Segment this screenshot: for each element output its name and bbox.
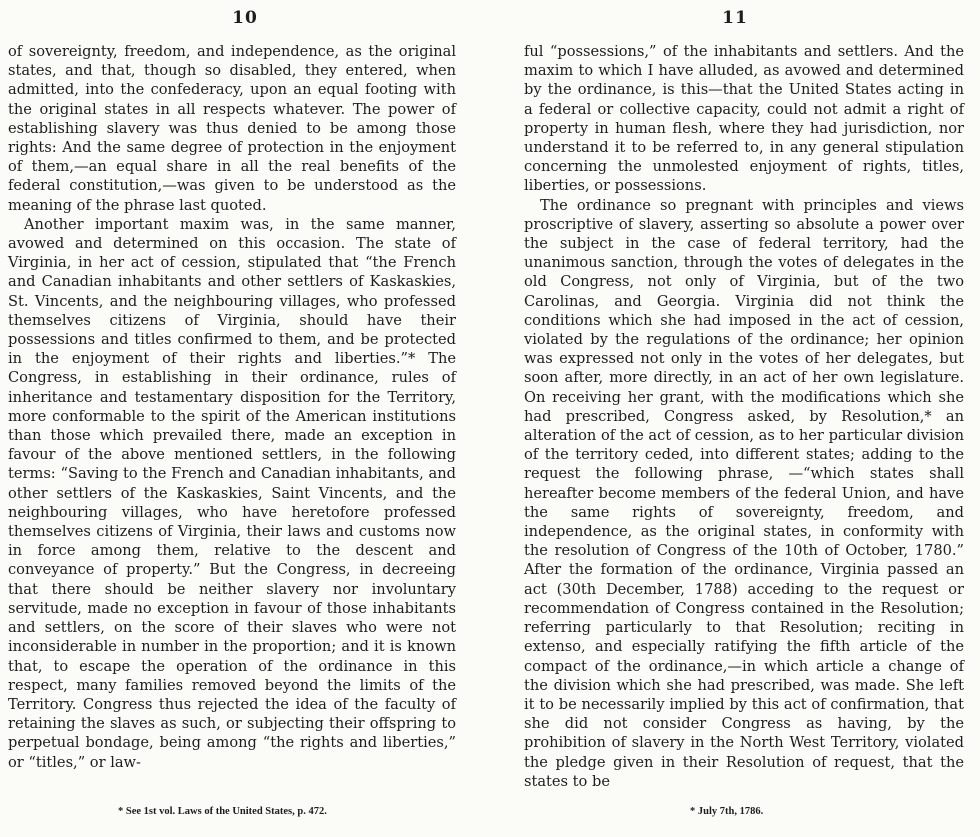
footnote: * July 7th, 1786. [690, 806, 764, 817]
footnote: * See 1st vol. Laws of the United States, p. 472. [118, 806, 327, 817]
paragraph: of sovereignty, freedom, and independence, as the original states, and that, though so disabled, they entered, when admitted, into the confederacy, upon an equal footing with the original states in all respects whatever. The power of establishing slavery was thus denied to be among those rights: And the same degree of protection in the enjoyment of them,—an equal share in all the real benefits of the federal constitution,—was given to be understood as the meaning of the phrase last quoted. [8, 43, 456, 214]
paragraph: The ordinance so pregnant with principles and views proscriptive of slavery, asserting so absolute a power over the subject in the case of federal territory, had the unanimous sanction, through the votes of delegates in the old Congress, not only of Virginia, but of the two Carolinas, and Georgia. Virginia did not think the conditions which she had imposed in the act of cession, violated by the regulations of the ordinance; her opinion was expressed not only in the votes of her delegates, but soon after, more directly, in an act of her own legislature. On receiving her grant, with the modifications which she had prescribed, Congress asked, by Resolution,* an alteration of the act of cession, as to her particular division of the territory ceded, into different states; adding to the request the following phrase, —“which states shall hereafter become members of the federal Union, and have the same rights of sovereignty, freedom, and independence, as the original states, in conformity with the resolution of Congress of the 10th of October, 1780.” After the formation of the ordinance, Virginia passed an act (30th December, 1788) acceding to the request or recommendation of Congress contained in the Resolution; referring particularly to that Resolution; reciting in extenso, and especially ratifying the fifth article of the compact of the ordinance,—in which article a change of the division which she had prescribed, was made. She left it to be necessarily implied by this act of confirmation, that she did not consider Congress as having, by the prohibition of slavery in the North West Territory, violated the pledge given in their Resolution of request, that the states to be [524, 196, 964, 790]
paragraph: ful “possessions,” of the inhabitants and settlers. And the maxim to which I have alluded, as avowed and determined by the ordinance, is this—that the United States acting in a federal or collective capacity, could not admit a right of property in human flesh, where they had jurisdiction, nor understand it to be referred to, in any general stipulation concerning the unmolested enjoyment of rights, titles, liberties, or possessions. [524, 43, 964, 195]
page-number: 11 [722, 8, 748, 28]
body-text [8, 42, 456, 772]
paragraph: Another important maxim was, in the same manner, avowed and determined on this occasion. The state of Virginia, in her act of cession, stipulated that “the French and Canadian inhabitants and other settlers of Kaskaskies, St. Vincents, and the neighbouring villages, who professed themselves citizens of Virginia, should have their possessions and titles confirmed to them, and be protected in the enjoyment of their rights and liberties.”* The Congress, in establishing in their ordinance, rules of inheritance and testamentary disposition for the Territory, more conformable to the spirit of the American institutions than those which prevailed there, made an exception in favour of the above mentioned settlers, in the following terms: “Saving to the French and Canadian inhabitants, and other settlers of the Kaskaskies, Saint Vincents, and the neighbouring villages, who have heretofore professed themselves citizens of Virginia, their laws and customs now in force among them, relative to the descent and conveyance of property.” But the Congress, in decreeing that there should be neither slavery nor involuntary servitude, made no exception in favour of those inhabitants and settlers, on the score of their slaves who were not inconsiderable in number in the proportion; and it is known that, to escape the operation of the ordinance in this respect, many families removed beyond the limits of the Territory. Congress thus rejected the idea of the faculty of retaining the slaves as such, or subjecting their offspring to perpetual bondage, being among “the rights and liberties,” or “titles,” or law- [8, 215, 456, 771]
body-text [524, 42, 964, 791]
right-page [490, 0, 980, 837]
page-number: 10 [232, 8, 258, 28]
